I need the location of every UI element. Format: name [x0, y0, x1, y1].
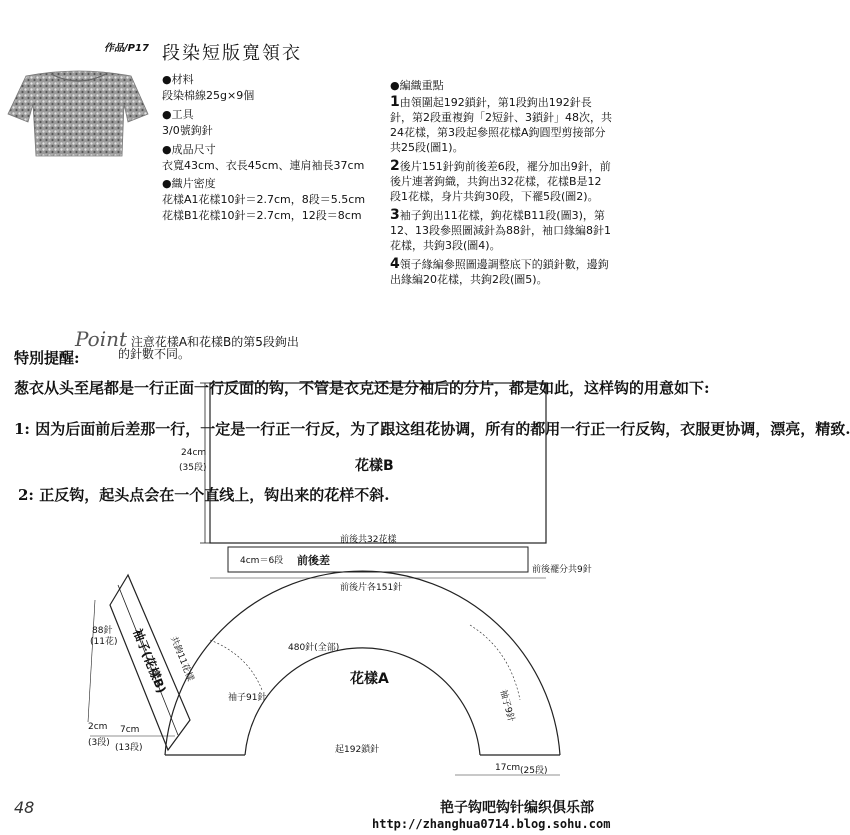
- reminder-title: 特別提醒:: [14, 349, 80, 367]
- page-title: 段染短版寬領衣: [162, 43, 302, 64]
- points-heading: ●編織重點: [390, 79, 444, 92]
- sleeve-3-rows: (3段): [88, 738, 110, 748]
- label-hem-add: 前後襬分共9針: [532, 565, 592, 575]
- bullet-icon: ●: [162, 108, 172, 121]
- yoke-17cm: 17cm: [495, 763, 521, 773]
- pattern-a-label: 花樣A: [350, 671, 389, 687]
- yoke-outer-arc: [165, 571, 560, 755]
- bullet-icon: ●: [162, 177, 172, 190]
- spec-gauge-b: 花樣B1花樣10針＝2.7cm，12段＝8cm: [162, 209, 362, 222]
- spec-gauge-heading: ●織片密度: [162, 177, 216, 190]
- yoke-sleeve-9: 袖子9針: [497, 688, 516, 723]
- sleeve-7cm: 7cm: [120, 725, 140, 735]
- label-35-rows: (35段): [179, 463, 207, 473]
- point-item: 2後片151針鉤前後差6段，襬分加出9針，前後片連著鉤織，共鉤出32花樣，花樣B是12段1花樣，身片共鉤30段，下襬5段(圖2)。: [390, 158, 611, 203]
- point-item: 4領子緣編參照圖邊調整底下的鎖針數，邊鉤出緣編20花樣，共鉤2段(圖5)。: [390, 256, 609, 286]
- yoke-sleeve-91: 袖子91針: [228, 693, 267, 703]
- point-line1: 注意花樣A和花樣B的第5段鉤出: [130, 335, 299, 349]
- yoke-25-rows: (25段): [520, 766, 548, 776]
- club-watermark: 艳子钩吧钩针编织俱乐部: [440, 800, 594, 816]
- reminder-line1: 葱衣从头至尾都是一行正面一行反面的钩，不管是衣克还是分袖后的分片，都是如此，这样钩的用意如下:: [14, 379, 710, 397]
- yoke-480-stitches: 480針(全部): [288, 643, 340, 653]
- spec-gauge-a: 花樣A1花樣10針＝2.7cm，8段＝5.5cm: [162, 193, 366, 206]
- reminder-line3: 2: 正反钩，起头点会在一个直线上，钩出来的花样不斜.: [18, 486, 390, 504]
- label-front-back-diff: 前後差: [297, 554, 330, 567]
- pattern-b-label: 花樣B: [355, 458, 394, 474]
- sleeve-name: 袖子(花樣B): [130, 626, 169, 696]
- bullet-icon: ●: [162, 143, 172, 156]
- point-label: Point: [75, 327, 128, 351]
- spec-size: 衣寬43cm、衣長45cm、連肩袖長37cm: [162, 159, 365, 172]
- blog-url: http://zhanghua0714.blog.sohu.com: [372, 817, 611, 831]
- label-151-stitches: 前後片各151針: [340, 583, 403, 593]
- sleeve-2cm: 2cm: [88, 722, 108, 732]
- spec-tool: 3/0號鉤針: [162, 124, 213, 137]
- point-item: 3袖子鉤出11花樣，鉤花樣B11段(圖3)，第12、13段參照圖減針為88針，袖口緣編8針1花樣，共鉤3段(圖4)。: [390, 207, 611, 252]
- page-number: 48: [14, 798, 35, 817]
- point-line2: 的針數不同。: [118, 347, 191, 361]
- spec-material: 段染棉線25g×9個: [162, 89, 255, 102]
- sleeve-13-rows: (13段): [115, 743, 143, 753]
- label-32-patterns: 前後共32花樣: [340, 535, 397, 545]
- spec-size-heading: ●成品尺寸: [162, 143, 216, 156]
- sleeve-side-label: 共鉤11花樣: [167, 635, 195, 683]
- spec-tool-heading: ●工具: [162, 108, 194, 121]
- sleeve-88-stitches: 88針: [92, 626, 113, 636]
- bullet-icon: ●: [390, 79, 400, 92]
- reminder-line2: 1: 因为后面前后差那一行，一定是一行正一行反，为了跟这组花协调，所有的都用一行正一行反钩，衣服更协调，漂亮，精致.: [14, 420, 850, 438]
- sleeve-11-patterns: (11花): [90, 637, 118, 647]
- point-item: 1由領圍起192鎖針，第1段鉤出192針長針，第2段重複鉤「2短針、3鎖針」48次，共24花樣，第3段起參照花樣A鉤圓型剪接部分共25段(圖1)。: [390, 94, 612, 154]
- bullet-icon: ●: [162, 73, 172, 86]
- yoke-inner-arc: [245, 648, 480, 755]
- label-24cm: 24cm: [181, 448, 207, 458]
- spec-material-heading: ●材料: [162, 73, 194, 86]
- label-4cm: 4cm＝6段: [240, 556, 284, 566]
- yoke-start-chain: 起192鎖針: [335, 745, 380, 755]
- work-tag: 作品/P17: [104, 43, 149, 54]
